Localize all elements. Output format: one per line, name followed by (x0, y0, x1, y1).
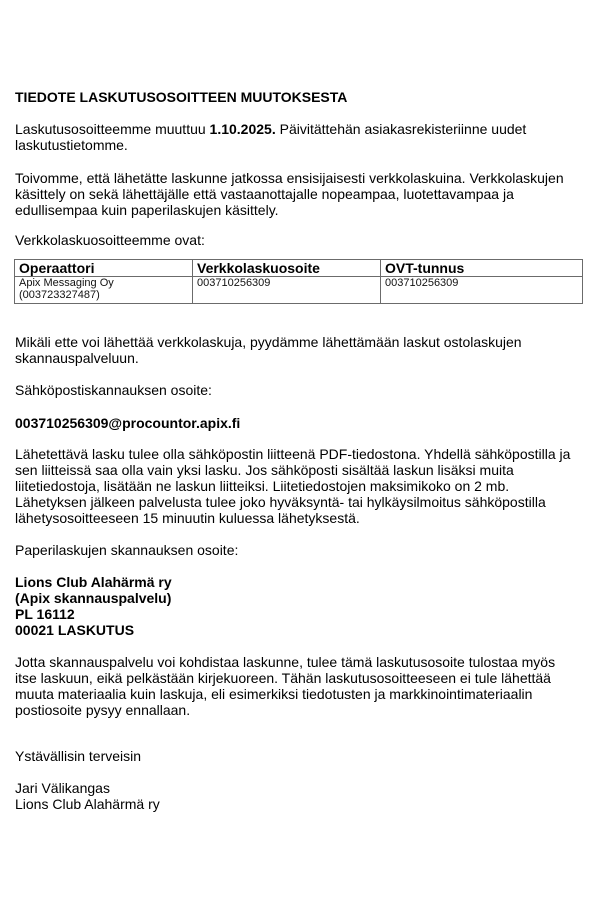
intro-text-before: Laskutusosoitteemme muuttuu (15, 121, 210, 137)
email-scan-label: Sähköpostiskannauksen osoite: (15, 382, 212, 398)
email-scan-address: 003710256309@procountor.apix.fi (15, 415, 241, 431)
address-line: (Apix skannauspalvelu) (15, 590, 172, 606)
intro-text-after: Päivitättehän asiakasrekisteriinne uudet (275, 121, 527, 137)
signature-organization: Lions Club Alahärmä ry (15, 796, 160, 812)
change-date: 1.10.2025. (209, 121, 276, 137)
cell-ovt: 003710256309 (381, 277, 583, 304)
paper-rules-paragraph (15, 654, 585, 718)
email-rules-line: Lähetettävä lasku tulee olla sähköpostin liitteenä PDF-tiedostona. Yhdellä sähköpostilla ja (15, 446, 571, 462)
table-row (15, 277, 583, 304)
signature-name: Jari Välikangas (15, 780, 110, 796)
email-rules-line: sen liitteissä saa olla vain yksi lasku. Jos sähköposti sisältää laskun lisäksi muita (15, 462, 514, 478)
paper-scan-label: Paperilaskujen skannauksen osoite: (15, 542, 239, 558)
signature-block (15, 780, 585, 812)
paper-scan-address (15, 574, 585, 638)
intro-text-line2: laskutustietomme. (15, 137, 128, 153)
email-rules-line: lähetysosoitteeseen 15 minuutin kuluessa lähetyksestä. (15, 510, 360, 526)
cell-operator (15, 277, 193, 304)
einvoice-paragraph (15, 170, 585, 218)
document-title: TIEDOTE LASKUTUSOSOITTEEN MUUTOKSESTA (15, 89, 348, 105)
header-ovt: OVT-tunnus (381, 260, 583, 277)
einvoice-label: Verkkolaskuosoitteemme ovat: (15, 232, 205, 248)
address-line: PL 16112 (15, 606, 75, 622)
address-line: 00021 LASKUTUS (15, 622, 135, 638)
closing-greeting: Ystävällisin terveisin (15, 748, 142, 764)
operator-id: (003723327487) (19, 289, 100, 301)
table-header-row (15, 260, 583, 277)
einvoice-line: käsittely on sekä lähettäjälle että vastaanottajalle nopeampaa, luotettavampaa ja (15, 186, 514, 202)
header-einvoice-address: Verkkolaskuosoite (193, 260, 381, 277)
email-rules-line: Lähetyksen jälkeen palvelusta tulee joko hyväksyntä- tai hylkäysilmoitus sähköpostilla (15, 494, 546, 510)
intro-paragraph (15, 121, 585, 153)
email-rules-paragraph (15, 446, 585, 526)
scan-line: Mikäli ette voi lähettää verkkolaskuja, pyydämme lähettämään laskut ostolaskujen (15, 334, 522, 350)
address-line: Lions Club Alahärmä ry (15, 574, 172, 590)
operator-name: Apix Messaging Oy (19, 277, 114, 289)
cell-einvoice-address: 003710256309 (193, 277, 381, 304)
header-operator: Operaattori (15, 260, 193, 277)
paper-rules-line: muuta materiaalia kuin laskuja, eli esimerkiksi tiedotusten ja markkinointimateriaalin (15, 686, 533, 702)
einvoice-line: edullisempaa kuin paperilaskujen käsittely. (15, 202, 279, 218)
email-rules-line: liitetiedostoja, lisätään ne laskun liitteiksi. Liitetiedostojen maksimikoko on 2 mb. (15, 478, 510, 494)
scan-line: skannauspalveluun. (15, 350, 139, 366)
einvoice-line: Toivomme, että lähetätte laskunne jatkossa ensisijaisesti verkkolaskuina. Verkkolaskujen (15, 170, 564, 186)
paper-rules-line: itse laskuun, eikä pelkästään kirjekuoreen. Tähän laskutusosoitteeseen ei tule lähettää (15, 670, 551, 686)
einvoice-address-table (14, 259, 583, 304)
paper-rules-line: postiosoite pysyy ennallaan. (15, 702, 191, 718)
paper-rules-line: Jotta skannauspalvelu voi kohdistaa laskunne, tulee tämä laskutusosoite tulostaa myös (15, 654, 556, 670)
scan-service-paragraph (15, 334, 585, 366)
